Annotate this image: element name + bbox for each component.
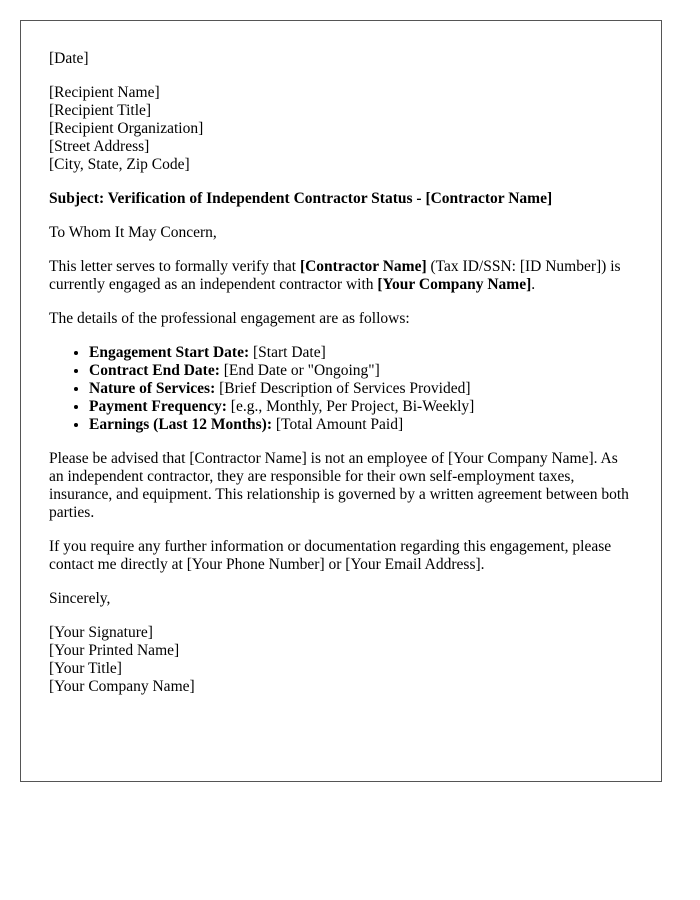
details-item-start-date xyxy=(89,344,633,362)
detail-value: [Brief Description of Services Provided] xyxy=(215,380,471,397)
details-intro: The details of the professional engagement are as follows: xyxy=(49,310,410,327)
recipient-title: [Recipient Title] xyxy=(49,102,152,119)
detail-value: [Start Date] xyxy=(249,344,326,361)
recipient-organization: [Recipient Organization] xyxy=(49,120,204,137)
detail-label: Nature of Services: xyxy=(89,380,216,397)
intro-text-1: This letter serves to formally verify that xyxy=(49,258,300,275)
detail-label: Contract End Date: xyxy=(89,362,220,379)
printed-name: [Your Printed Name] xyxy=(49,642,180,659)
intro-paragraph xyxy=(49,258,633,294)
subject-text: Subject: Verification of Independent Contractor Status - [Contractor Name] xyxy=(49,190,553,207)
detail-label: Engagement Start Date: xyxy=(89,344,250,361)
recipient-address xyxy=(49,84,633,174)
date-line xyxy=(49,50,633,68)
detail-label: Payment Frequency: xyxy=(89,398,227,415)
details-item-services xyxy=(89,380,633,398)
recipient-street: [Street Address] xyxy=(49,138,150,155)
details-list xyxy=(49,344,633,434)
intro-company: [Your Company Name] xyxy=(377,276,532,293)
details-item-earnings xyxy=(89,416,633,434)
details-item-payment-frequency xyxy=(89,398,633,416)
detail-value: [e.g., Monthly, Per Project, Bi-Weekly] xyxy=(226,398,475,415)
signer-title: [Your Title] xyxy=(49,660,122,677)
intro-text-3: . xyxy=(531,276,536,293)
letter-page xyxy=(20,20,662,782)
details-item-end-date xyxy=(89,362,633,380)
signature-block xyxy=(49,624,633,696)
subject-line xyxy=(49,190,633,208)
detail-label: Earnings (Last 12 Months): xyxy=(89,416,273,433)
detail-value: [Total Amount Paid] xyxy=(272,416,404,433)
closing: Sincerely, xyxy=(49,590,111,607)
intro-contractor: [Contractor Name] xyxy=(299,258,427,275)
signature: [Your Signature] xyxy=(49,624,153,641)
contact-paragraph: If you require any further information or documentation regarding this engagement, please contact me directly at [Your Phone Number] or [Your Email Address]. xyxy=(49,538,612,573)
detail-value: [End Date or "Ongoing"] xyxy=(219,362,380,379)
signer-company: [Your Company Name] xyxy=(49,678,195,695)
recipient-name: [Recipient Name] xyxy=(49,84,160,101)
intro-text-2: (Tax ID/SSN: [ID Number]) is currently engaged as an independent contractor with xyxy=(49,258,621,293)
recipient-city: [City, State, Zip Code] xyxy=(49,156,190,173)
date: [Date] xyxy=(49,50,89,67)
salutation: To Whom It May Concern, xyxy=(49,224,217,241)
advisory-paragraph: Please be advised that [Contractor Name] is not an employee of [Your Company Name]. As an independent contractor, they are responsible for their own self-employment taxes, insurance, and equipment. This relationship is governed by a written agreement between both parties. xyxy=(49,450,629,521)
